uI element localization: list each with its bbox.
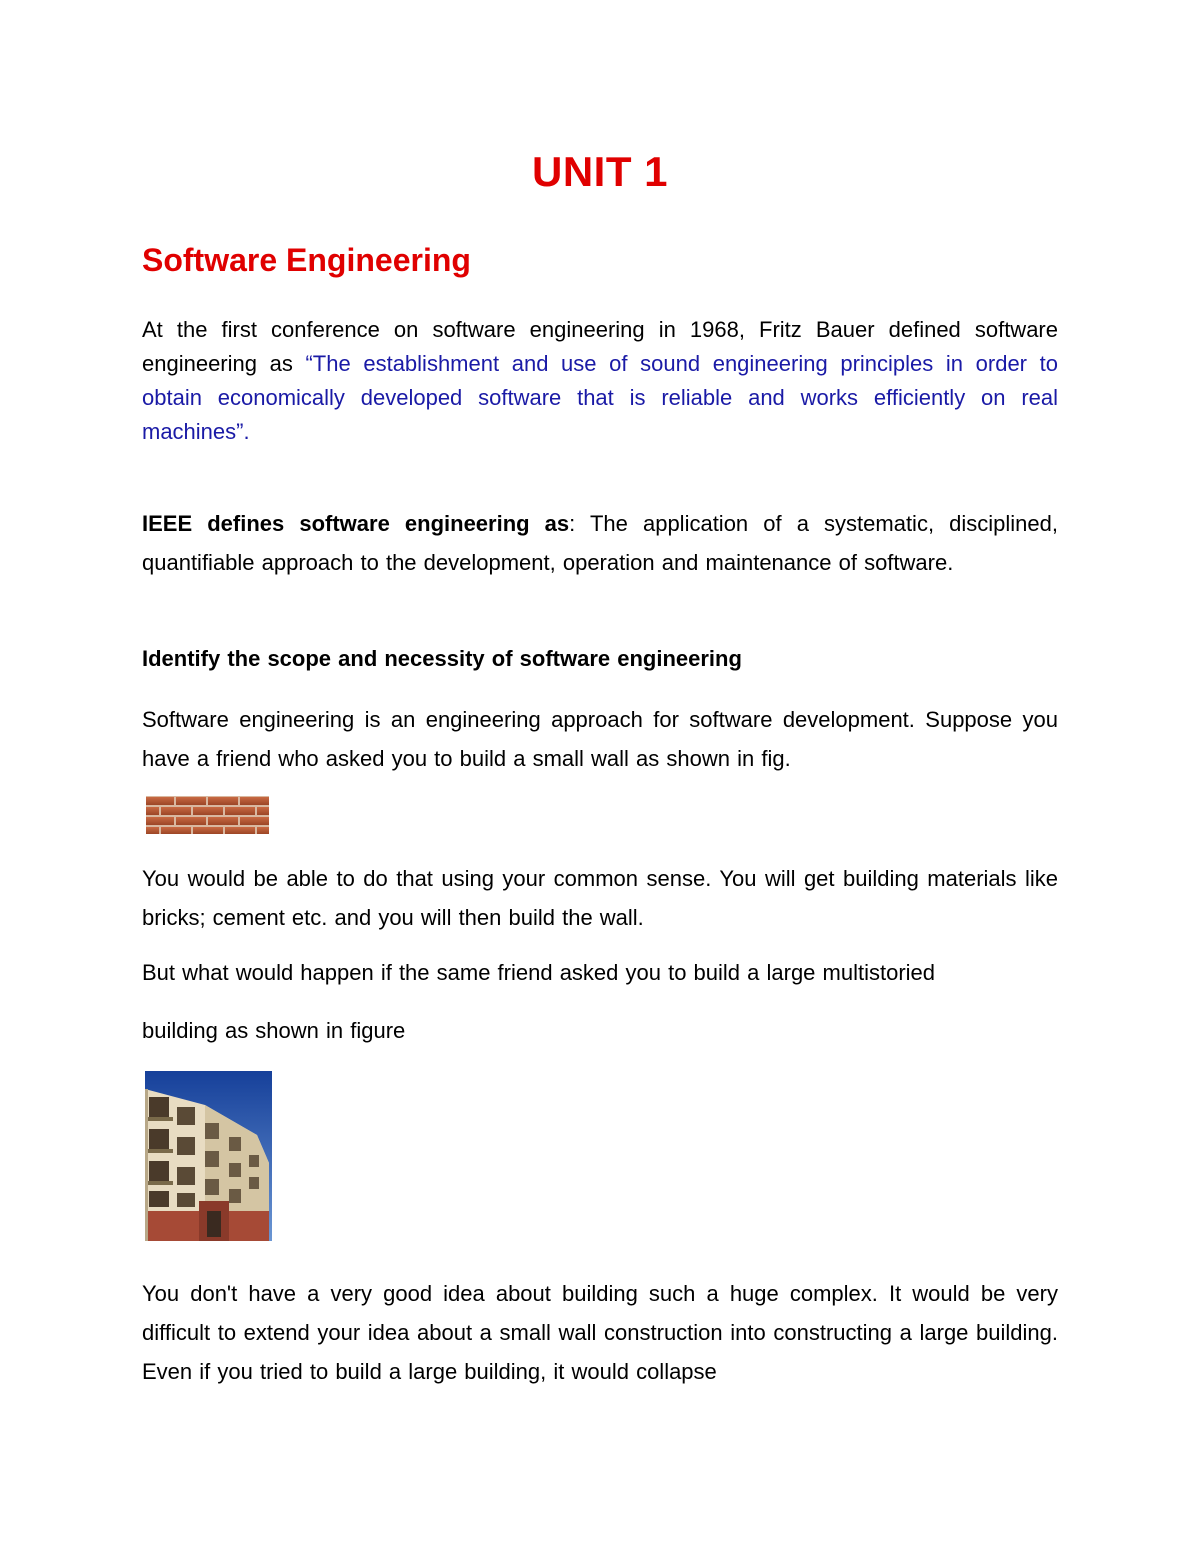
final-paragraph: You don't have a very good idea about building such a huge complex. It would be very difficult to extend your idea about a small wall construction into constructing a large building. Even if you tried to build a large building, it would collapse <box>142 1281 1058 1384</box>
scope-paragraph: Software engineering is an engineering approach for software development. Suppose you have a friend who asked you to build a small wall as shown in fig. <box>142 707 1058 771</box>
building-paragraph-line-2: building as shown in figure <box>142 1018 406 1043</box>
scope-heading: Identify the scope and necessity of software engineering <box>142 646 742 671</box>
unit-title: UNIT 1 <box>531 148 668 195</box>
ieee-label: IEEE defines software engineering as <box>142 511 570 536</box>
ieee-colon: : <box>569 511 576 536</box>
wall-paragraph: You would be able to do that using your common sense. You will get building materials like bricks; cement etc. and you will then build the wall. <box>142 866 1058 930</box>
intro-paragraph <box>142 313 1058 449</box>
intro-tail: . <box>243 419 250 444</box>
bauer-quote: “The establishment and use of sound engineering principles in order to obtain economically developed software that is reliable and works efficiently on real machines” <box>142 351 1058 444</box>
building-image <box>145 1071 272 1249</box>
intro-lead: At the first conference on software engineering in 1968, Fritz Bauer defined software engineering as <box>142 317 1058 376</box>
section-title: Software Engineering <box>142 242 471 278</box>
ieee-text: The application of a systematic, disciplined, quantifiable approach to the development, operation and maintenance of software. <box>142 511 1058 575</box>
building-paragraph-line-1: But what would happen if the same friend asked you to build a large multistoried <box>142 960 936 985</box>
brick-wall-image <box>146 796 269 834</box>
ieee-paragraph <box>142 505 1058 582</box>
